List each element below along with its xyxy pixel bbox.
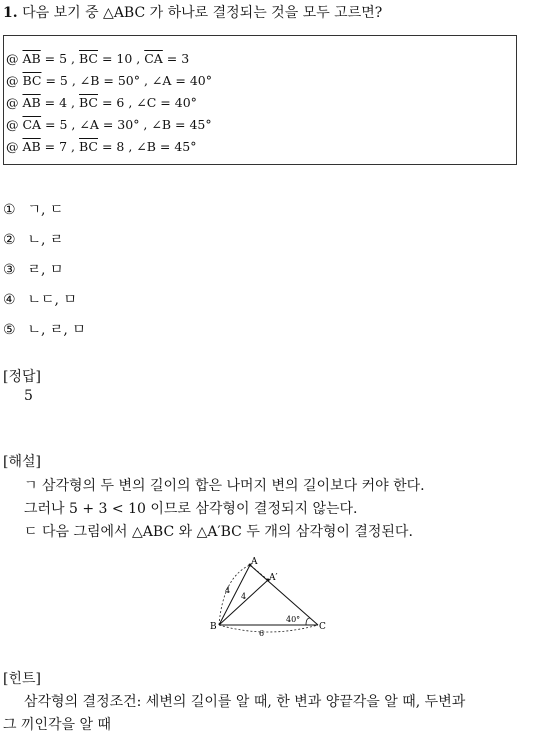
option-5: [6, 139, 197, 154]
choice-5[interactable]: [3, 319, 86, 339]
segment-bc: $\overline{BC}$: [79, 51, 98, 66]
choice-number: ②: [3, 232, 16, 248]
segment-ab: $\overline{AB}$: [22, 139, 41, 154]
choice-number: ④: [3, 292, 16, 308]
choice-text: ㄴㄷ, ㅁ: [27, 292, 77, 308]
label-b: B: [210, 622, 217, 632]
label-c: C: [319, 622, 326, 632]
choice-1[interactable]: [3, 199, 63, 219]
hint-line-2: 그 끼인각을 알 때: [3, 717, 112, 733]
option-text: = 10 ,: [97, 51, 145, 66]
hint-label: [힌트]: [3, 671, 41, 687]
option-marker: @: [6, 117, 19, 132]
option-text: = 7 ,: [40, 139, 79, 154]
option-marker: @: [6, 139, 19, 154]
question: [3, 2, 382, 22]
choice-text: ㄱ, ㄷ: [27, 202, 64, 218]
choice-number: ①: [3, 202, 16, 218]
option-text: = 5 , ∠A = 30° , ∠B = 45°: [41, 117, 212, 132]
choice-number: ③: [3, 262, 16, 278]
length-bc: 6: [259, 629, 265, 638]
length-ba2: 4: [241, 592, 247, 601]
option-text: = 5 , ∠B = 50° , ∠A = 40°: [41, 73, 212, 88]
option-4: [6, 117, 212, 132]
option-3: [6, 95, 197, 110]
choice-4[interactable]: [3, 289, 77, 309]
question-text: 다음 보기 중 △ABC 가 하나로 결정되는 것을 모두 고르면?: [22, 5, 383, 21]
explanation-line-1: ㄱ 삼각형의 두 변의 길이의 합은 나머지 변의 길이보다 커야 한다.: [24, 478, 425, 494]
option-text: = 4 ,: [40, 95, 79, 110]
option-marker: @: [6, 51, 19, 66]
segment-ca: $\overline{CA}$: [22, 117, 42, 132]
segment-ca: $\overline{CA}$: [144, 51, 163, 66]
option-text: = 8 , ∠B = 45°: [97, 139, 197, 154]
option-text: = 5 ,: [40, 51, 79, 66]
label-a: A: [251, 557, 258, 567]
question-number: 1.: [3, 5, 18, 21]
answer-label: [정답]: [3, 369, 41, 385]
option-text: = 3: [162, 51, 190, 66]
option-1: [6, 51, 189, 66]
choice-text: ㄹ, ㅁ: [27, 262, 64, 278]
choice-3[interactable]: [3, 259, 63, 279]
segment-bc: $\overline{BC}$: [79, 139, 98, 154]
answer-value: 5: [24, 388, 33, 404]
angle-c-arc: [306, 618, 310, 625]
triangle-figure: [205, 555, 330, 640]
explanation-line-2: 그러나 5 + 3 < 10 이므로 삼각형이 결정되지 않는다.: [24, 501, 358, 517]
choice-text: ㄴ, ㄹ: [27, 232, 64, 248]
label-a2: A′: [269, 573, 278, 583]
option-text: = 6 , ∠C = 40°: [97, 95, 197, 110]
option-marker: @: [6, 95, 19, 110]
segment-bc: $\overline{BC}$: [22, 73, 42, 88]
choice-number: ⑤: [3, 322, 16, 338]
explanation-line-3: ㄷ 다음 그림에서 △ABC 와 △A′BC 두 개의 삼각형이 결정된다.: [24, 524, 413, 540]
segment-bc: $\overline{BC}$: [79, 95, 98, 110]
angle-c-label: 40°: [286, 615, 301, 624]
choice-text: ㄴ, ㄹ, ㅁ: [27, 322, 86, 338]
segment-ab: $\overline{AB}$: [22, 51, 41, 66]
option-marker: @: [6, 73, 19, 88]
choice-2[interactable]: [3, 229, 63, 249]
length-ba: 4: [225, 586, 231, 595]
option-2: [6, 73, 212, 88]
arc-bc: [219, 625, 318, 632]
explanation-label: [해설]: [3, 454, 41, 470]
segment-ab: $\overline{AB}$: [22, 95, 41, 110]
hint-line-1: 삼각형의 결정조건: 세변의 길이를 알 때, 한 변과 양끝각을 알 때, 두변과: [24, 694, 466, 710]
